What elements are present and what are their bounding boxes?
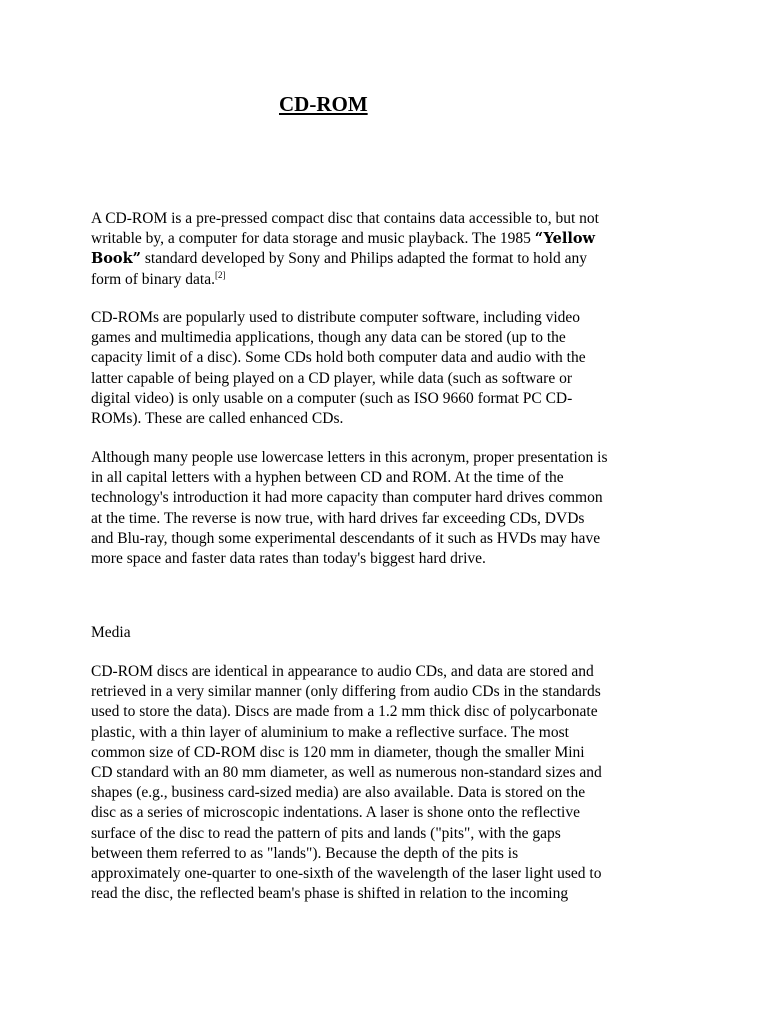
text-line: between them referred to as "lands"). Because the depth of the pits is [91, 844, 519, 862]
section-heading-media: Media [91, 624, 131, 641]
page-title: CD-ROM [279, 92, 368, 116]
text-line: CD standard with an 80 mm diameter, as well as numerous non-standard sizes and [91, 764, 602, 782]
text-line: retrieved in a very similar manner (only differing from audio CDs in the standards [91, 683, 601, 701]
text-line: read the disc, the reflected beam's phase is shifted in relation to the incoming [91, 885, 569, 903]
text-line: Although many people use lowercase letters in this acronym, proper presentation is [91, 449, 608, 466]
text-line: more space and faster data rates than today's biggest hard drive. [91, 550, 486, 568]
text-span: form of binary data. [91, 270, 215, 288]
citation-ref[interactable]: [2] [214, 269, 226, 280]
text-line: surface of the disc to read the pattern of pits and lands ("pits", with the gaps [91, 824, 561, 842]
text-line: approximately one-quarter to one-sixth of the wavelength of the laser light used to [91, 865, 602, 883]
paragraph-usage [91, 308, 683, 429]
text-line: in all capital letters with a hyphen between CD and ROM. At the time of the [91, 469, 564, 487]
text-line: and Blu-ray, though some experimental descendants of it such as HVDs may have [91, 529, 601, 547]
text-line: games and multimedia applications, though any data can be stored (up to the [91, 329, 566, 347]
paragraph-intro [91, 209, 683, 290]
text-line: A CD-ROM is a pre-pressed compact disc that contains data accessible to, but not [91, 210, 599, 227]
text-line: used to store the data). Discs are made from a 1.2 mm thick disc of polycarbonate [91, 703, 598, 721]
text-line: CD-ROM discs are identical in appearance to audio CDs, and data are stored and [91, 663, 594, 680]
text-line: capacity limit of a disc). Some CDs hold both computer data and audio with the [91, 349, 586, 367]
text-line [91, 229, 683, 249]
text-line: plastic, with a thin layer of aluminium to make a reflective surface. The most [91, 723, 569, 741]
paragraph-acronym [91, 448, 683, 569]
text-line: disc as a series of microscopic indentations. A laser is shone onto the reflective [91, 804, 580, 822]
text-line: common size of CD-ROM disc is 120 mm in diameter, though the smaller Mini [91, 743, 585, 761]
paragraph-media [91, 662, 683, 904]
yellow-book-emphasis: Book” [91, 250, 141, 268]
text-line: shapes (e.g., business card-sized media) are also available. Data is stored on the [91, 784, 586, 802]
text-line: digital video) is only usable on a computer (such as ISO 9660 format PC CD- [91, 389, 573, 407]
text-line: technology's introduction it had more capacity than computer hard drives common [91, 489, 603, 507]
text-line: ROMs). These are called enhanced CDs. [91, 410, 344, 428]
text-line: latter capable of being played on a CD player, while data (such as software or [91, 369, 572, 387]
yellow-book-emphasis: “Yellow [534, 230, 595, 248]
text-line [91, 270, 683, 290]
text-line: at the time. The reverse is now true, with hard drives far exceeding CDs, DVDs [91, 509, 585, 527]
text-span: standard developed by Sony and Philips adapted the format to hold any [141, 250, 587, 268]
text-line [91, 249, 683, 269]
text-span: writable by, a computer for data storage and music playback. The 1985 [91, 230, 535, 248]
text-line: CD-ROMs are popularly used to distribute computer software, including video [91, 309, 581, 326]
